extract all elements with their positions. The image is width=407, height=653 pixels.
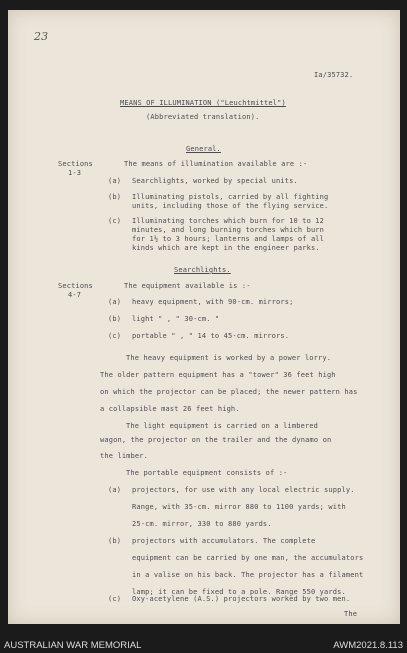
folio-number: 23: [34, 30, 49, 43]
paragraph-line: a collapsible mast 26 feet high.: [100, 405, 240, 413]
paragraph-line: the limber.: [100, 452, 149, 460]
list-item-line: lamp; it can be fixed to a pole. Range 550 yards.: [132, 588, 346, 596]
portable-intro: The portable equipment consists of :-: [126, 469, 288, 477]
list-item-line: for 1½ to 3 hours; lanterns and lamps of all: [132, 235, 325, 243]
footer-credit: AUSTRALIAN WAR MEMORIAL: [4, 640, 142, 651]
list-marker: (b): [108, 193, 122, 201]
list-marker: (a): [108, 177, 122, 185]
sections-number: 1-3: [68, 169, 82, 177]
sections-label: Sections: [58, 160, 93, 168]
document-page: [8, 10, 400, 624]
list-item-line: kinds which are kept in the engineer parks.: [132, 244, 320, 252]
list-marker: (a): [108, 298, 122, 306]
list-marker: (c): [108, 595, 122, 603]
list-item-line: in a valise on his back. The projector has a filament: [132, 571, 364, 579]
list-marker: (c): [108, 332, 122, 340]
list-item-line: equipment can be carried by one man, the accumulators: [132, 554, 364, 562]
paragraph-line: on which the projector can be placed; the newer pattern has: [100, 388, 358, 396]
list-marker: (a): [108, 486, 122, 494]
list-item-line: 25-cm. mirror, 330 to 880 yards.: [132, 520, 272, 528]
footer-bar: [0, 638, 407, 653]
list-item-line: heavy equipment, with 90-cm. mirrors;: [132, 298, 294, 306]
document-title: MEANS OF ILLUMINATION ("Leuchtmittel"): [120, 99, 286, 107]
sections-number: 4-7: [68, 291, 82, 299]
list-marker: (c): [108, 217, 122, 225]
list-item-line: projectors with accumulators. The complete: [132, 537, 316, 545]
list-item-line: Illuminating torches which burn for 10 to 12: [132, 217, 325, 225]
list-item-line: Illuminating pistols, carried by all fighting: [132, 193, 329, 201]
list-item-line: Range, with 35-cm. mirror 880 to 1100 yards; with: [132, 503, 346, 511]
sections-label: Sections: [58, 282, 93, 290]
equipment-intro: The equipment available is :-: [124, 282, 251, 290]
paragraph-line: The older pattern equipment has a "tower" 36 feet high: [100, 371, 336, 379]
list-item-line: Oxy-acetylene (A.S.) projectors worked by two men.: [132, 595, 351, 603]
list-item-line: units, including those of the flying service.: [132, 202, 329, 210]
paragraph-line: The heavy equipment is worked by a power lorry.: [126, 354, 332, 362]
list-item-line: light " , " 30-cm. ": [132, 315, 220, 323]
catchword: The: [344, 610, 358, 618]
footer-accession-number: AWM2021.8.113: [333, 640, 403, 651]
searchlights-heading: Searchlights.: [174, 266, 231, 274]
paragraph-line: The light equipment is carried on a limbered: [126, 422, 319, 430]
list-marker: (b): [108, 315, 122, 323]
list-item-line: portable " , " 14 to 45-cm. mirrors.: [132, 332, 290, 340]
general-heading: General.: [186, 145, 221, 153]
list-item-line: minutes, and long burning torches which burn: [132, 226, 325, 234]
general-intro: The means of illumination available are :-: [124, 160, 308, 168]
paragraph-line: wagon, the projector on the trailer and the dynamo on: [100, 436, 332, 444]
list-item-line: Searchlights, worked by special units.: [132, 177, 298, 185]
reference-number: Ia/35732.: [314, 71, 354, 79]
list-marker: (b): [108, 537, 122, 545]
document-subtitle: (Abbreviated translation).: [146, 113, 260, 121]
list-item-line: projectors, for use with any local electric supply.: [132, 486, 355, 494]
